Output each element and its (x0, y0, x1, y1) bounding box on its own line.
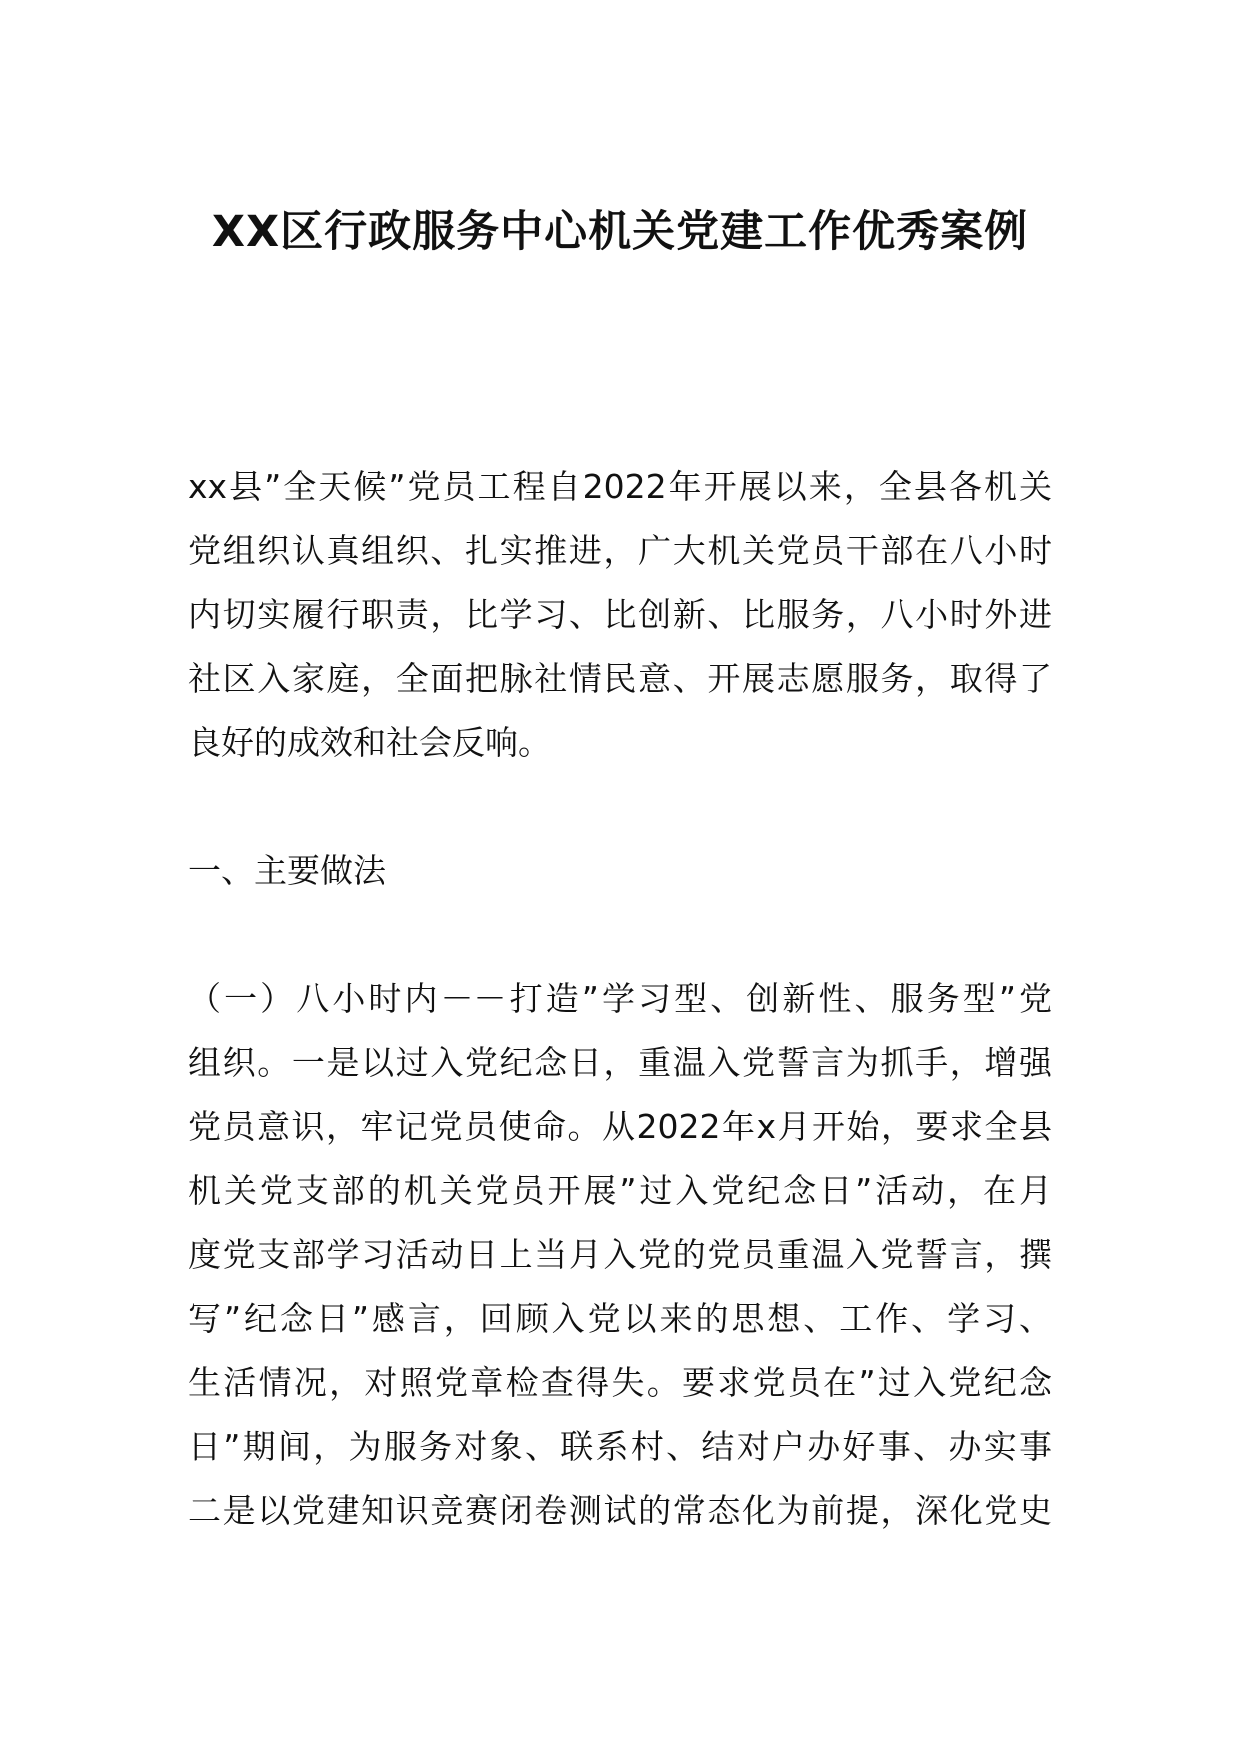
intro-line: 社区入家庭，全面把脉社情民意、开展志愿服务，取得了 (188, 659, 1052, 698)
section-heading: 一、主要做法 (188, 851, 386, 890)
section-line: 组织。一是以过入党纪念日，重温入党誓言为抓手，增强 (188, 1043, 1052, 1082)
document-title: XX区行政服务中心机关党建工作优秀案例 (211, 207, 1029, 257)
intro-paragraph (188, 455, 1052, 775)
intro-line: 良好的成效和社会反响。 (188, 723, 551, 762)
paragraph-spacer (188, 903, 1052, 967)
intro-line: 内切实履行职责，比学习、比创新、比服务，八小时外进 (188, 595, 1052, 634)
intro-line: 党组织认真组织、扎实推进，广大机关党员干部在八小时 (188, 531, 1052, 570)
section-line: 机关党支部的机关党员开展”过入党纪念日”活动，在月 (188, 1171, 1052, 1210)
paragraph-spacer (188, 775, 1052, 839)
section-line: 度党支部学习活动日上当月入党的党员重温入党誓言，撰 (188, 1235, 1052, 1274)
section-paragraph (188, 967, 1052, 1543)
section-line: 写”纪念日”感言，回顾入党以来的思想、工作、学习、 (188, 1299, 1052, 1338)
intro-line: xx县”全天候”党员工程自2022年开展以来，全县各机关 (188, 467, 1052, 506)
document-body (188, 455, 1052, 1543)
section-line: 日”期间，为服务对象、联系村、结对户办好事、办实事 (188, 1427, 1052, 1466)
section-line: 生活情况，对照党章检查得失。要求党员在”过入党纪念 (188, 1363, 1052, 1402)
section-line: 二是以党建知识竞赛闭卷测试的常态化为前提，深化党史 (188, 1491, 1052, 1530)
section-line: 党员意识，牢记党员使命。从2022年x月开始，要求全县 (188, 1107, 1052, 1146)
section-line: （一）八小时内－－打造”学习型、创新性、服务型”党 (188, 979, 1052, 1018)
